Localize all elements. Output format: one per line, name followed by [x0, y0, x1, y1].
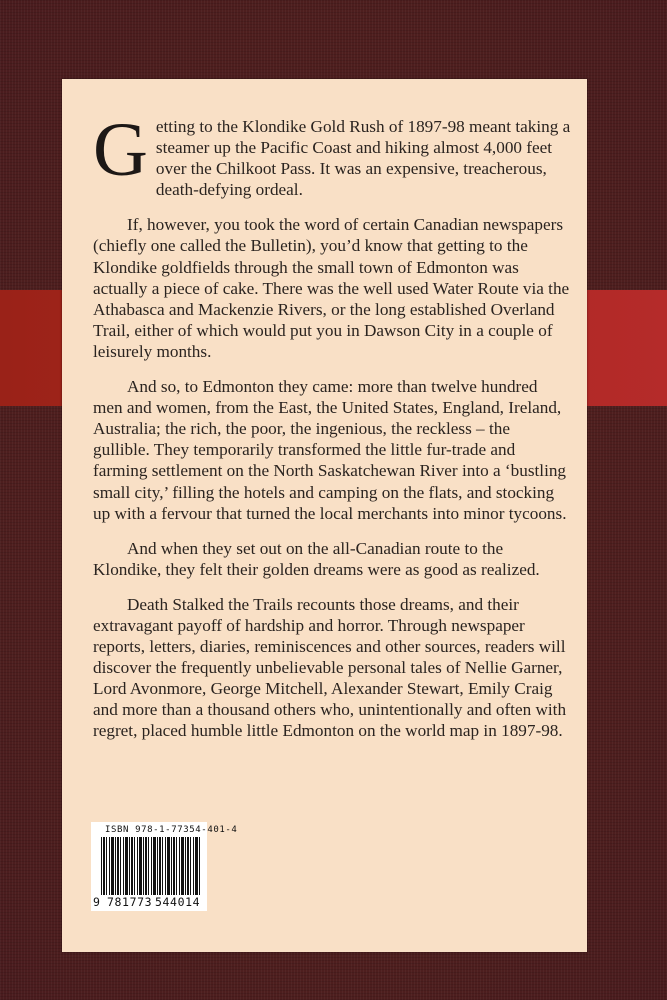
blurb-text — [93, 108, 571, 756]
blurb-paragraph-2: If, however, you took the word of certain Canadian newspapers (chiefly one called the Bulletin), you’d know that getting to the Klondike goldfields through the small town of Edmonton was actually a piece of cake. There was the well used Water Route via the Athabasca and Mackenzie Rivers, or the long established Overland Trail, either of which would put you in Dawson City in a couple of leisurely months. — [93, 215, 570, 361]
blurb-paragraph-5: Death Stalked the Trails recounts those dreams, and their extravagant payoff of hardship and horror. Through newspaper reports, letters, diaries, reminiscences and other sources, readers will discover the frequently unbelievable personal tales of Nellie Garner, Lord Avonmore, George Mitchell, Alexander Stewart, Emily Craig and more than a thousand others who, unintentionally and often with regret, placed humble little Edmonton on the world map in 1897-98. — [93, 594, 567, 741]
barcode-bars-icon — [101, 837, 201, 899]
barcode-digit-lead: 9 — [93, 895, 100, 909]
blurb-paragraph-1 — [93, 108, 571, 200]
barcode-digit-group-2: 544014 — [155, 895, 201, 909]
back-cover-panel — [62, 79, 587, 952]
isbn-label: ISBN 978-1-77354-401-4 — [105, 825, 238, 835]
barcode-digits — [93, 895, 205, 909]
barcode-digit-group-1: 781773 — [107, 895, 153, 909]
drop-cap: G — [93, 108, 148, 192]
isbn-barcode — [91, 822, 238, 911]
paragraph-text: etting to the Klondike Gold Rush of 1897-98 meant taking a steamer up the Pacific Coast and hiking almost 4,000 feet over the Chilkoot Pass. It was an expensive, treacherous, death-defying ordeal. — [155, 117, 571, 200]
blurb-paragraph-3: And so, to Edmonton they came: more than twelve hundred men and women, from the East, the United States, England, Ireland, Australia; the rich, the poor, the ingenious, the reckless – the gullible. They temporarily transformed the little fur-trade and farming settlement on the North Saskatchewan River into a ‘bustling small city,’ filling the hotels and camping on the flats, and stocking up with a fervour that turned the local merchants into minor tycoons. — [93, 377, 567, 523]
blurb-paragraph-4: And when they set out on the all-Canadian route to the Klondike, they felt their golden dreams were as good as realized. — [93, 538, 540, 579]
